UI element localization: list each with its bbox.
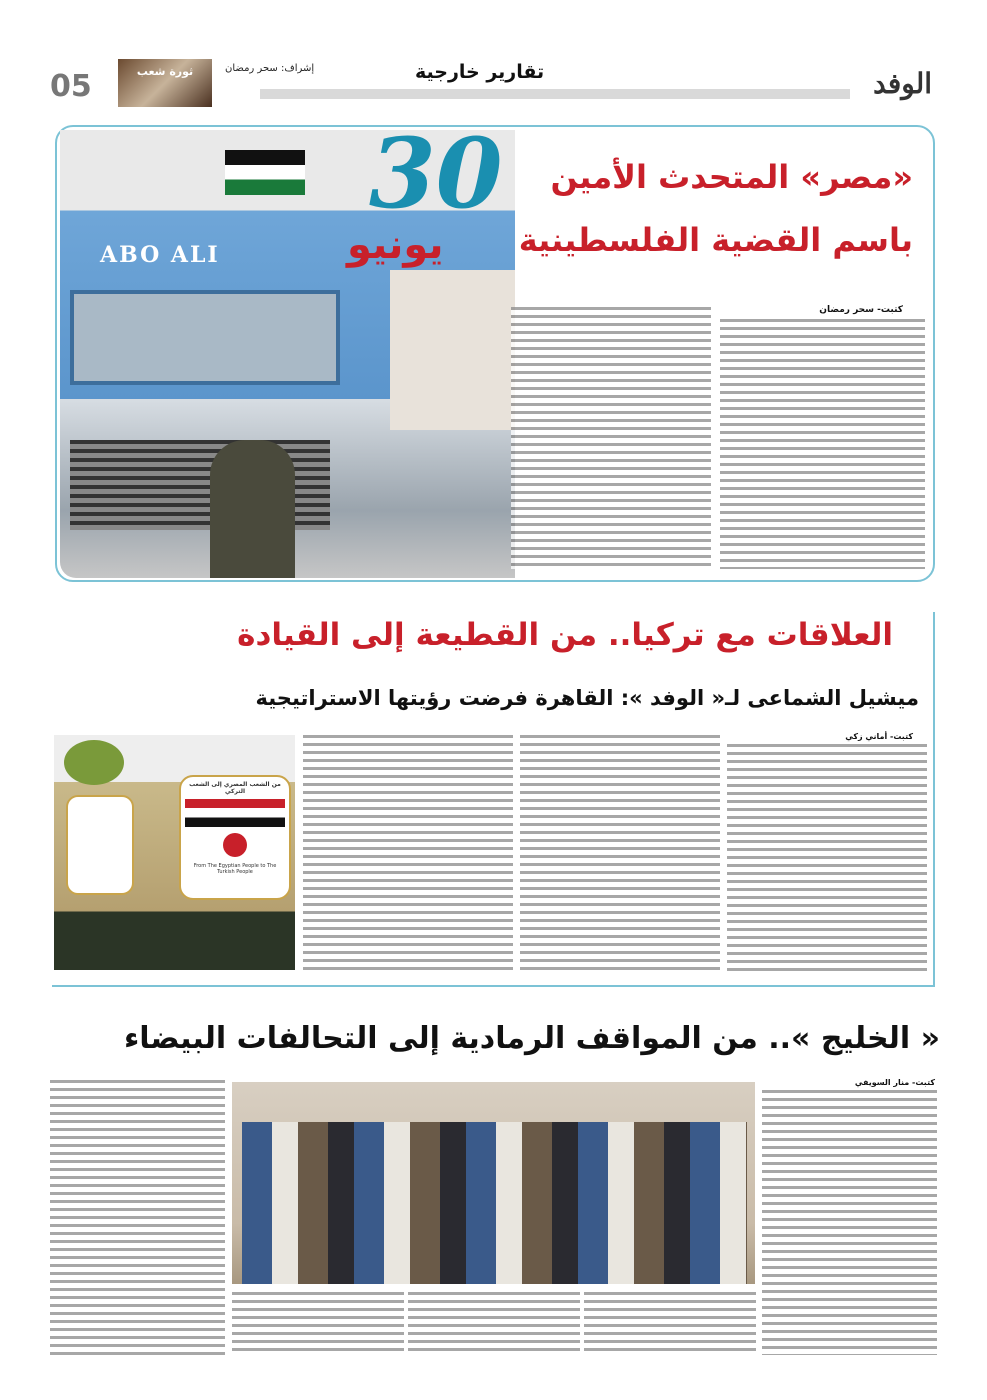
story2-headline: العلاقات مع تركيا.. من القطيعة إلى القيادة <box>237 617 893 653</box>
big-number: 30 <box>369 117 503 230</box>
story1-frame <box>55 117 935 582</box>
story2-byline: كتبت- أماني زكي <box>845 732 913 741</box>
page-number: 05 <box>50 69 92 104</box>
story2-column <box>520 735 720 972</box>
big-month: يونيو <box>347 222 444 268</box>
story3-column <box>408 1292 580 1354</box>
story2-column <box>303 735 513 972</box>
story3-column <box>762 1090 937 1355</box>
header-thumbnail <box>118 59 212 107</box>
truck-label: ABO ALI <box>100 242 220 268</box>
flag <box>225 150 305 195</box>
story1-byline: كتبت- سحر رمضان <box>819 305 903 315</box>
story2-column <box>727 744 927 972</box>
story3-column <box>584 1292 756 1354</box>
newspaper-logo: الوفد <box>873 67 932 100</box>
banner-text-en: From The Egyptian People to The Turkish People <box>193 863 277 875</box>
story3-column <box>50 1080 225 1355</box>
story2-subheadline: ميشيل الشماعى لـ« الوفد »: القاهرة فرضت رؤيتها الاستراتيجية <box>255 686 919 710</box>
story1-column <box>720 319 925 569</box>
story1-headline-line1: «مصر» المتحدث الأمين <box>550 158 913 196</box>
turkey-aid-photo <box>54 735 295 970</box>
story3-column <box>232 1292 404 1354</box>
man-figure <box>210 440 295 578</box>
banner-emblem-icon <box>223 833 247 857</box>
thumbnail-caption: ثورة شعب <box>136 65 194 78</box>
story2-frame <box>52 612 935 987</box>
story1-column <box>511 307 711 569</box>
windshield <box>70 290 340 385</box>
banner-text-ar: من الشعب المصري إلى الشعب التركي <box>189 781 281 795</box>
masthead <box>40 55 940 115</box>
story3-headline: « الخليج ».. من المواقف الرمادية إلى التحالفات البيضاء <box>123 1021 940 1056</box>
gulf-leaders-photo <box>232 1082 755 1284</box>
palm-tree <box>64 740 124 785</box>
cargo-trailer <box>390 270 515 430</box>
aid-banner <box>179 775 291 900</box>
leaders-group <box>242 1122 747 1284</box>
date-bar <box>260 89 850 99</box>
aid-banner-small <box>66 795 134 895</box>
supervisor-label: إشراف: سحر رمضان <box>225 63 315 74</box>
story1-headline-line2: باسم القضية الفلسطينية <box>518 221 913 259</box>
story3-byline: كتبت- منار السويفي <box>854 1078 935 1087</box>
section-title: تقارير خارجية <box>415 61 545 83</box>
banner-flag <box>185 799 285 827</box>
